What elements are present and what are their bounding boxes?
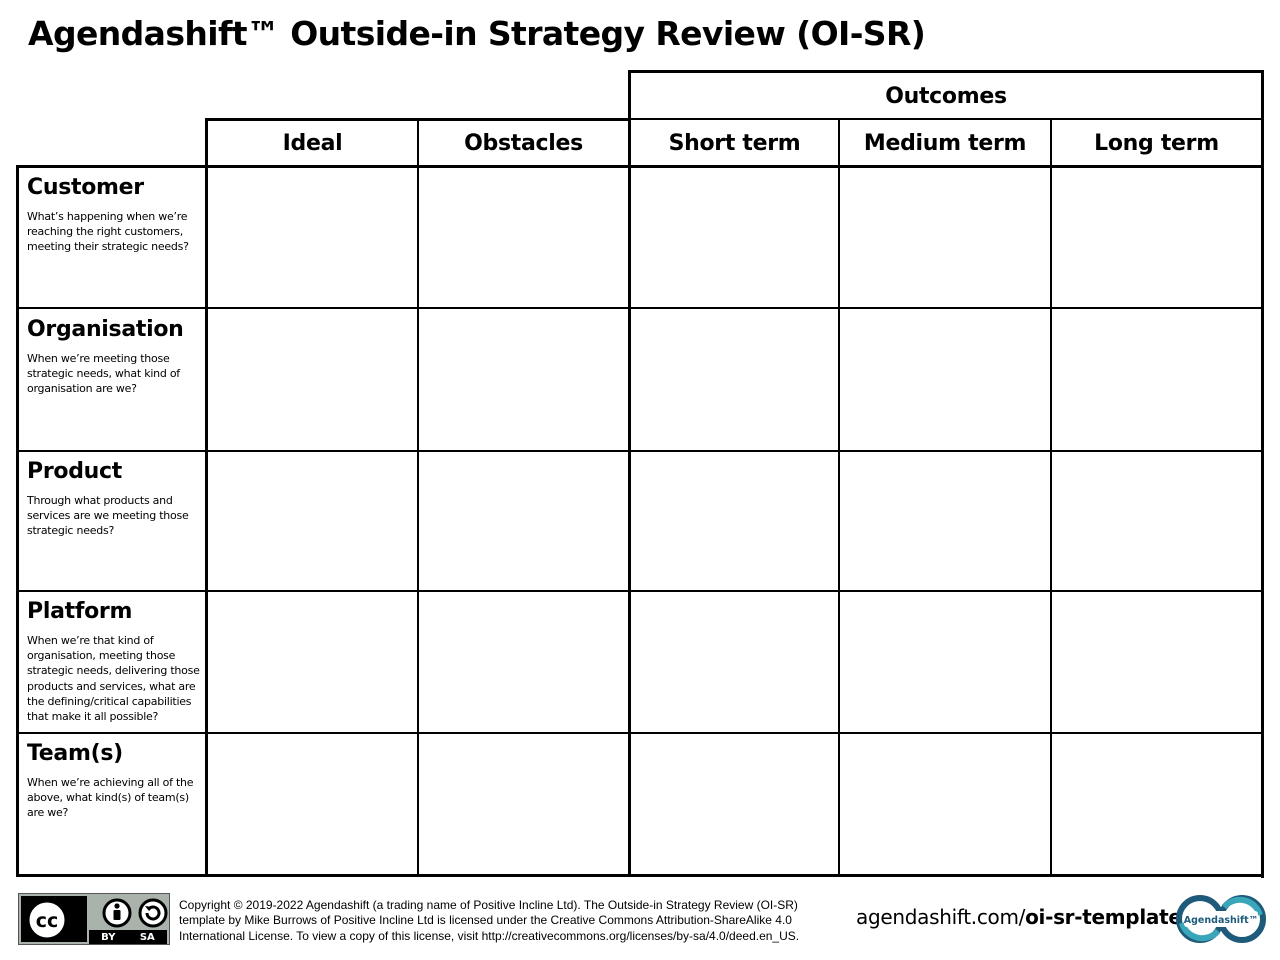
by-label: BY [101, 931, 116, 943]
row-title: Platform [27, 599, 133, 624]
site-path: oi-sr-template [1025, 905, 1182, 929]
column-header-long-term: Long term [1094, 130, 1219, 156]
row-description: Through what products and services are we meeting those strategic needs? [27, 494, 189, 538]
cc-license-badge[interactable] [18, 893, 170, 945]
page-title: Agendashift™ Outside-in Strategy Review (OI-SR) [28, 14, 926, 53]
row-title: Customer [27, 175, 144, 200]
cc-by-sa-bar [89, 930, 167, 944]
copyright-notice: Copyright © 2019-2022 Agendashift (a trading name of Positive Incline Ltd). The Outside-in Strategy Review (OI-SR) template by Mike Burrows of Positive Incline Ltd is licensed under the Creative Commons Attribution-ShareAlike 4.0 International License. To view a copy of this license, visit http://creativecommons.org/licenses/by-sa/4.0/deed.en_US. [179, 898, 800, 943]
row-description: What’s happening when we’re reaching the right customers, meeting their strategic needs? [27, 210, 189, 254]
column-header-obstacles: Obstacles [464, 130, 583, 156]
cc-text: cc [35, 910, 59, 932]
row-header-customer [27, 175, 203, 255]
cc-icon [21, 896, 87, 942]
share-alike-icon [140, 900, 166, 926]
row-header-organisation [27, 317, 203, 397]
row-title: Product [27, 459, 122, 484]
logo-text: Agendashift™ [1183, 915, 1259, 926]
row-header-teams [27, 741, 203, 821]
site-link[interactable] [856, 905, 1182, 929]
row-title: Organisation [27, 317, 184, 342]
column-header-short-term: Short term [668, 130, 801, 156]
row-header-product [27, 459, 203, 539]
column-header-ideal: Ideal [282, 130, 343, 156]
row-description: When we’re meeting those strategic needs, what kind of organisation are we? [27, 352, 180, 396]
row-description: When we’re that kind of organisation, meeting those strategic needs, delivering those products and services, what are the defining/critical capabilities that make it all possible? [27, 634, 200, 724]
agendashift-logo [1176, 893, 1266, 945]
site-prefix: agendashift.com/ [856, 905, 1026, 929]
by-sa-icons [89, 897, 169, 929]
outcomes-header: Outcomes [885, 83, 1007, 109]
sa-label: SA [139, 931, 155, 943]
agendashift-logo-icon [1176, 893, 1266, 945]
column-header-medium-term: Medium term [863, 130, 1027, 156]
row-header-platform [27, 599, 203, 724]
row-description: When we’re achieving all of the above, what kind(s) of team(s) are we? [27, 776, 194, 820]
row-title: Team(s) [27, 741, 123, 766]
cc-block [21, 896, 87, 942]
